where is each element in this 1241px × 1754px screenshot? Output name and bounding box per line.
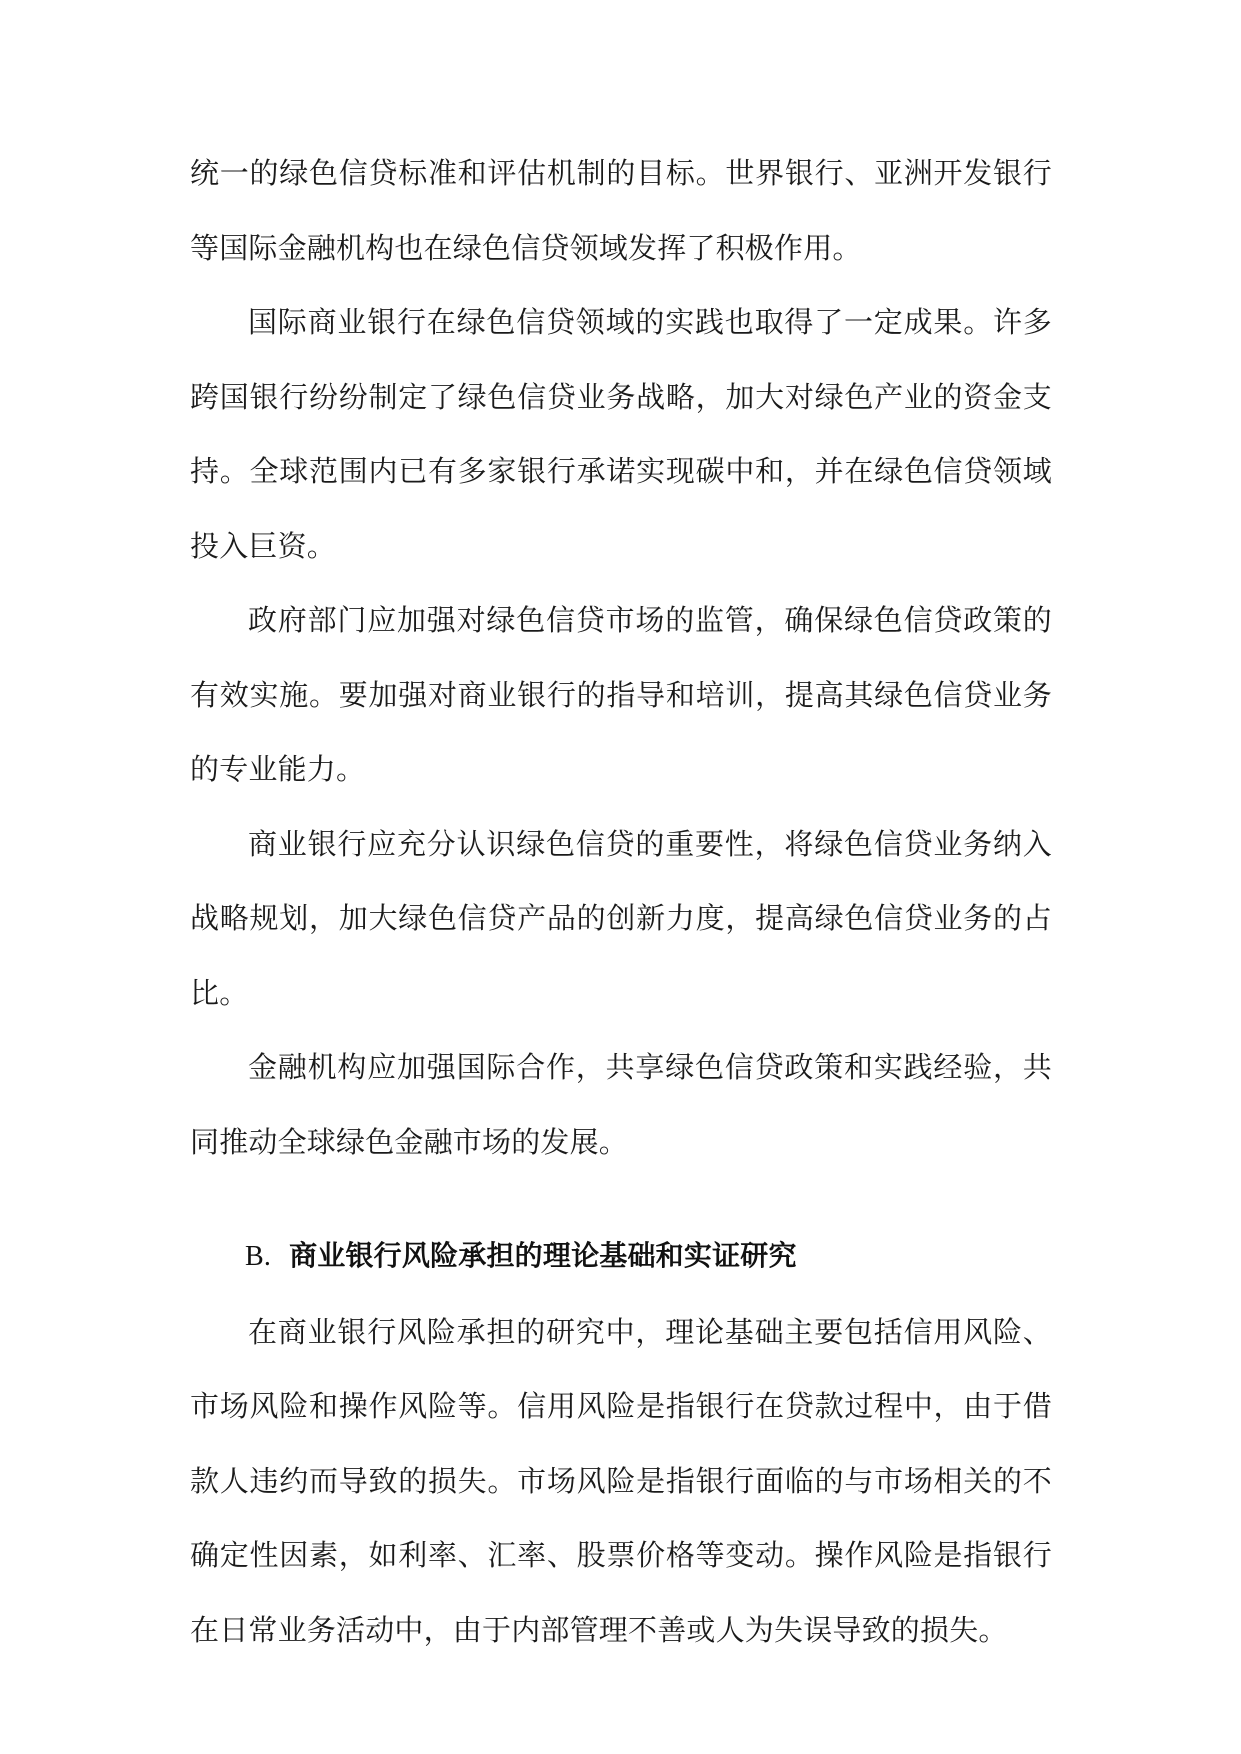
paragraph-risk-theory: 在商业银行风险承担的研究中，理论基础主要包括信用风险、市场风险和操作风险等。信用风险是指银行在贷款过程中，由于借款人违约而导致的损失。市场风险是指银行面临的与市场相关的不确定性因素，如利率、汇率、股票价格等变动。操作风险是指银行在日常业务活动中，由于内部管理不善或人为失误导致的损失。 <box>190 1314 1052 1647</box>
paragraph-international-institutions: 统一的绿色信贷标准和评估机制的目标。世界银行、亚洲开发银行等国际金融机构也在绿色信贷领域发挥了积极作用。 <box>190 156 1052 265</box>
section-title: 商业银行风险承担的理论基础和实证研究 <box>289 1239 797 1272</box>
paragraph-international-banks-practice: 国际商业银行在绿色信贷领域的实践也取得了一定成果。许多跨国银行纷纷制定了绿色信贷业务战略，加大对绿色产业的资金支持。全球范围内已有多家银行承诺实现碳中和，并在绿色信贷领域投入巨资。 <box>190 305 1052 563</box>
section-heading <box>190 1219 1052 1295</box>
document-body <box>190 136 1052 1667</box>
paragraph-international-cooperation: 金融机构应加强国际合作，共享绿色信贷政策和实践经验，共同推动全球绿色金融市场的发展。 <box>190 1050 1052 1159</box>
section-number: B. <box>245 1241 272 1272</box>
paragraph-government-regulation: 政府部门应加强对绿色信贷市场的监管，确保绿色信贷政策的有效实施。要加强对商业银行的指导和培训，提高其绿色信贷业务的专业能力。 <box>190 603 1052 786</box>
paragraph-commercial-bank-strategy: 商业银行应充分认识绿色信贷的重要性，将绿色信贷业务纳入战略规划，加大绿色信贷产品的创新力度，提高绿色信贷业务的占比。 <box>190 826 1052 1010</box>
